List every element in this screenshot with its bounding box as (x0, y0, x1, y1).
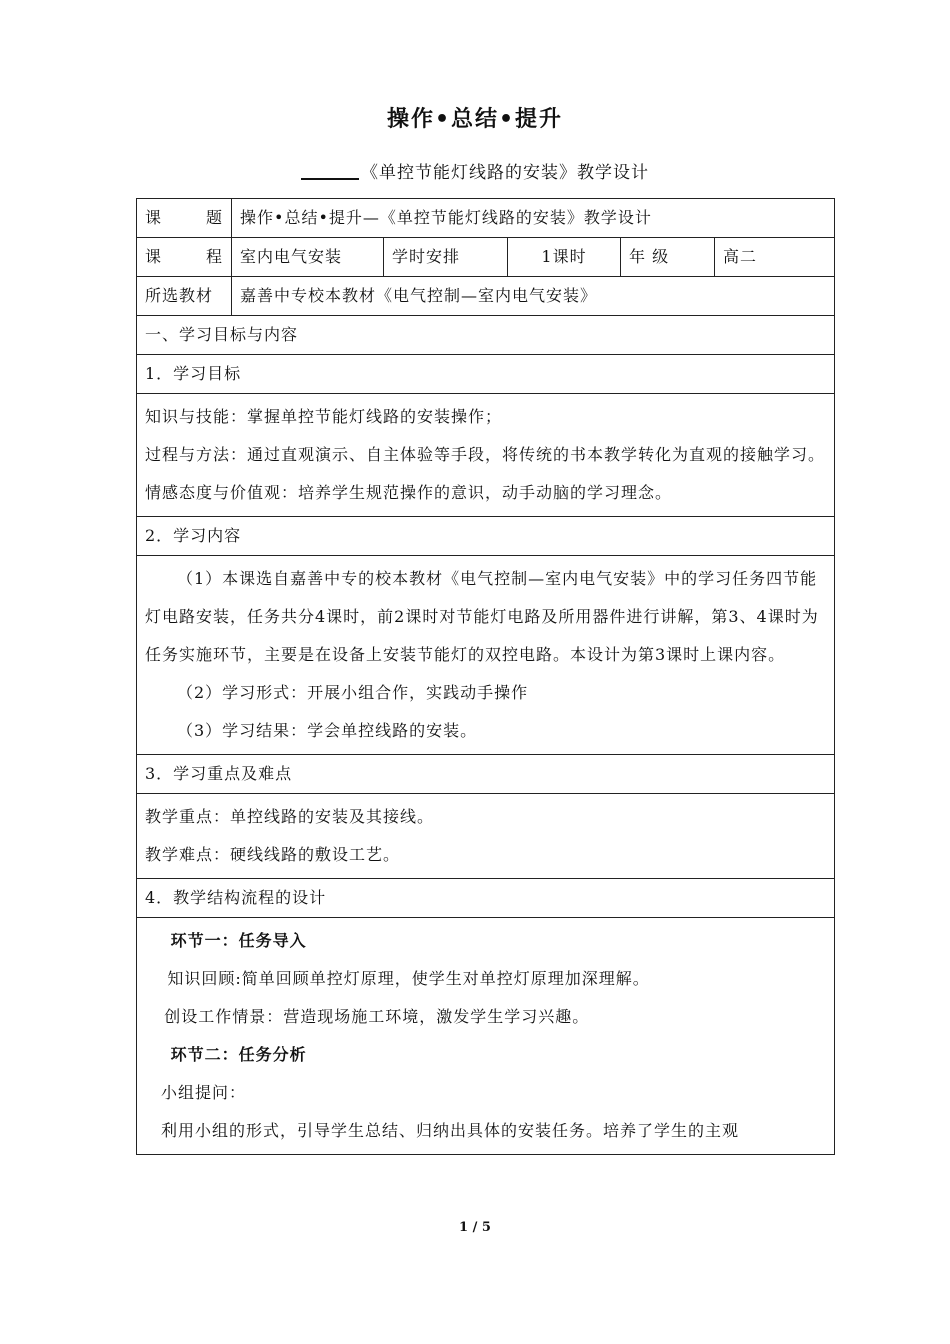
course-value: 室内电气安装 (232, 238, 384, 277)
step1-title: 环节一：任务导入 (170, 931, 307, 950)
step2-line-1: 小组提问： (161, 1083, 247, 1102)
material-label: 所选教材 (137, 277, 232, 316)
section-flow-design: 4．教学结构流程的设计 (137, 879, 835, 918)
step1-line-1: 知识回顾:简单回顾单控灯原理，使学生对单控灯原理加深理解。 (167, 969, 650, 988)
material-value: 嘉善中专校本教材《电气控制—室内电气安装》 (232, 277, 835, 316)
step2-title: 环节二：任务分析 (170, 1045, 307, 1064)
goal-knowledge: 知识与技能：掌握单控节能灯线路的安装操作； (145, 407, 503, 426)
topic-value: 操作•总结•提升—《单控节能灯线路的安装》教学设计 (232, 199, 835, 238)
document-subtitle (0, 158, 950, 183)
grade-value: 高二 (715, 238, 835, 277)
step1-line-2: 创设工作情景：营造现场施工环境，激发学生学习兴趣。 (164, 1007, 590, 1026)
section-keypoints: 3．学习重点及难点 (137, 755, 835, 794)
content-cell (137, 556, 835, 755)
keypoint-difficulty: 教学难点：硬线线路的敷设工艺。 (145, 845, 401, 864)
subtitle-text: 《单控节能灯线路的安装》教学设计 (361, 163, 649, 183)
content-paragraph-3: （3）学习结果：学会单控线路的安装。 (177, 721, 478, 740)
document-title: 操作•总结•提升 (386, 107, 564, 132)
lesson-plan-table (136, 198, 835, 1155)
section-learning-goals: 1．学习目标 (137, 355, 835, 394)
section-learning-content: 2．学习内容 (137, 517, 835, 556)
topic-label: 课 题 (137, 199, 232, 238)
course-label: 课 程 (137, 238, 232, 277)
keypoints-cell (137, 794, 835, 879)
grade-label: 年 级 (621, 238, 715, 277)
row-material (137, 277, 835, 316)
goals-cell (137, 394, 835, 517)
hours-value: 1课时 (508, 238, 621, 277)
goal-attitude: 情感态度与价值观：培养学生规范操作的意识，动手动脑的学习理念。 (145, 483, 673, 502)
row-course (137, 238, 835, 277)
subtitle-dash (301, 178, 359, 180)
page-number: 1 / 5 (459, 1220, 491, 1235)
content-paragraph-1: （1）本课选自嘉善中专的校本教材《电气控制—室内电气安装》中的学习任务四节能灯电路安装，任务共分4课时，前2课时对节能灯电路及所用器件进行讲解，第3、4课时为任务实施环节，主要是在设备上安装节能灯的双控电路。本设计为第3课时上课内容。 (145, 569, 819, 664)
goal-process: 过程与方法：通过直观演示、自主体验等手段，将传统的书本教学转化为直观的接触学习。 (145, 445, 826, 464)
hours-label: 学时安排 (384, 238, 508, 277)
content-paragraph-2: （2）学习形式：开展小组合作，实践动手操作 (177, 683, 529, 702)
step2-line-2: 利用小组的形式，引导学生总结、归纳出具体的安装任务。培养了学生的主观 (161, 1121, 740, 1140)
keypoint-focus: 教学重点：单控线路的安装及其接线。 (145, 807, 435, 826)
flow-cell (137, 918, 835, 1155)
row-topic (137, 199, 835, 238)
section-objectives-content: 一、学习目标与内容 (137, 316, 835, 355)
